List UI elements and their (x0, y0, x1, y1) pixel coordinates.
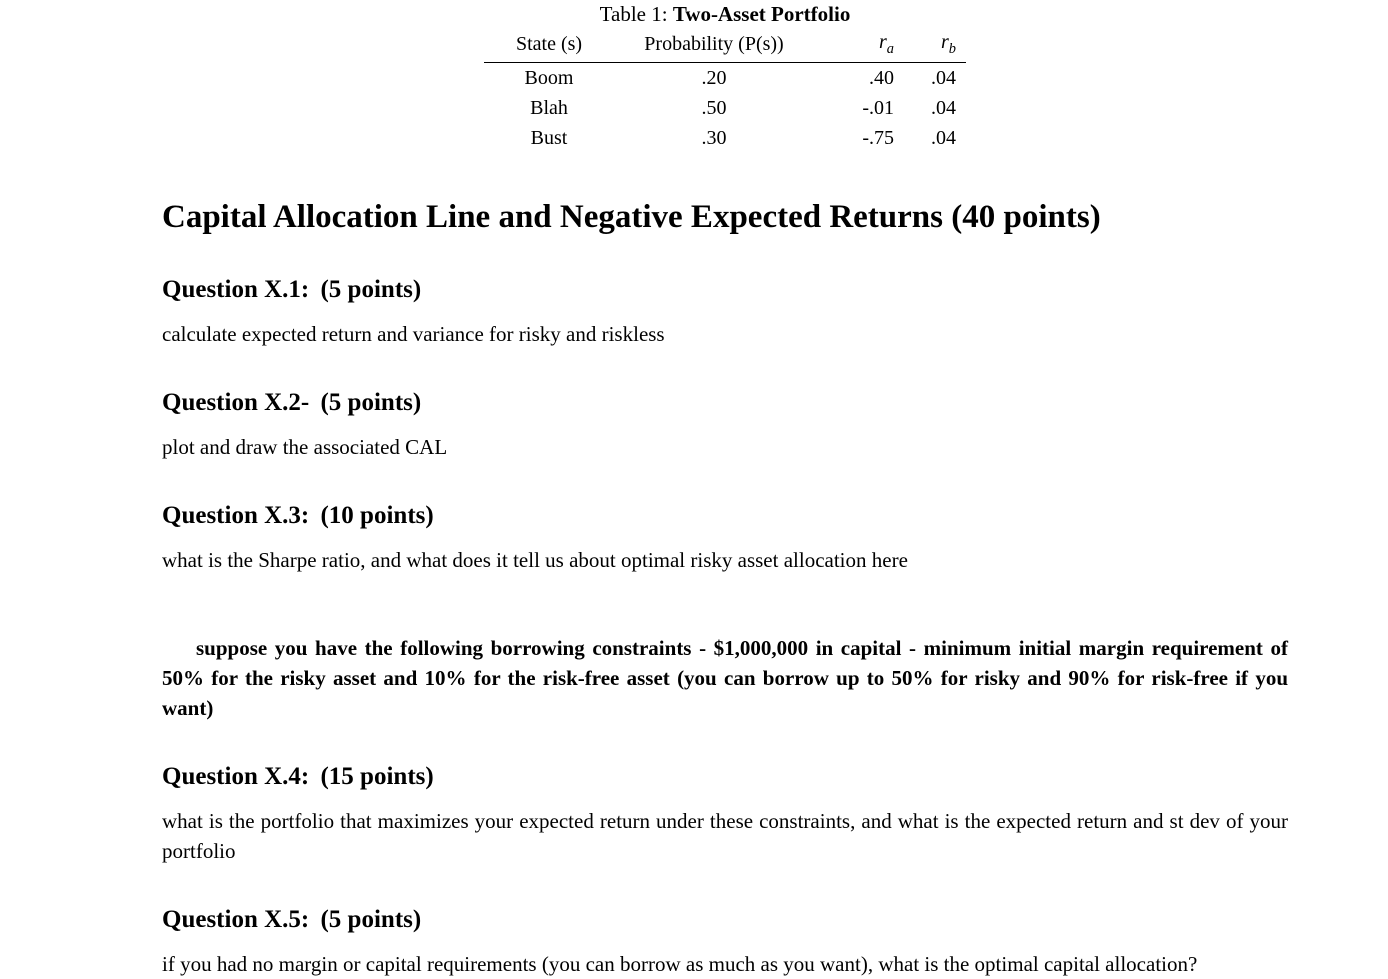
column-header-state: State (s) (484, 30, 614, 63)
question-x5-label: Question X.5: (162, 906, 310, 933)
table-header-row (484, 30, 966, 63)
column-header-probability: Probability (P(s)) (614, 30, 814, 63)
question-x3-heading (162, 502, 1288, 530)
cell-state: Bust (530, 127, 568, 149)
question-x2-heading (162, 389, 1288, 417)
table-header (484, 30, 966, 63)
cell-rb: .04 (931, 97, 956, 119)
cell-state: Blah (530, 97, 568, 119)
question-x3-body: what is the Sharpe ratio, and what does it tell us about optimal risky asset allocation here (162, 548, 908, 572)
question-x5-heading (162, 906, 1288, 934)
question-x1-label: Question X.1: (162, 276, 310, 303)
table-caption-prefix: Table 1: (599, 2, 673, 26)
question-x3-points: (10 points) (320, 502, 434, 529)
column-header-ra: $r_a$ (814, 30, 904, 63)
cell-probability: .30 (701, 127, 727, 149)
question-x2-body: plot and draw the associated CAL (162, 435, 448, 459)
question-x1-body: calculate expected return and variance for risky and riskless (162, 322, 665, 346)
column-header-rb: $r_b$ (904, 30, 966, 63)
question-x5-points: (5 points) (320, 906, 422, 933)
cell-probability: .20 (701, 67, 727, 89)
question-x2-points: (5 points) (320, 389, 422, 416)
question-x1-heading (162, 276, 1288, 304)
two-asset-portfolio-table (484, 30, 966, 153)
cell-ra: .40 (869, 67, 894, 89)
cell-probability: .50 (701, 97, 727, 119)
table-row (484, 123, 966, 153)
section-title: Capital Allocation Line and Negative Expected Returns (40 points) (162, 199, 1101, 235)
cell-rb: .04 (931, 127, 956, 149)
cell-rb: .04 (931, 67, 956, 89)
question-x4-body: what is the portfolio that maximizes your expected return under these constraints, and what is the expected return and st dev of your portfolio (162, 809, 1288, 863)
cell-ra: -.01 (862, 97, 894, 119)
question-x4-label: Question X.4: (162, 763, 310, 790)
question-x1-points: (5 points) (320, 276, 422, 303)
question-x4-points: (15 points) (320, 763, 434, 790)
cell-state: Boom (524, 67, 574, 89)
borrowing-constraints-note: suppose you have the following borrowing constraints - $1,000,000 in capital - minimum initial margin requirement of 50% for the risky asset and 10% for the risk-free asset (you can borrow up to 50% for risky and 90% for risk-free if you want) (162, 636, 1288, 720)
cell-ra: -.75 (862, 127, 894, 149)
question-x3-label: Question X.3: (162, 502, 310, 529)
two-asset-portfolio-table-block (162, 2, 1288, 153)
question-x2-label: Question X.2- (162, 389, 310, 416)
table-caption (162, 2, 1288, 27)
question-x4-heading (162, 763, 1288, 791)
table-row (484, 63, 966, 94)
question-x5-body: if you had no margin or capital requirements (you can borrow as much as you want), what is the optimal capital allocation? (162, 952, 1198, 976)
table-body (484, 63, 966, 154)
table-caption-title: Two-Asset Portfolio (672, 2, 851, 26)
table-row (484, 93, 966, 123)
